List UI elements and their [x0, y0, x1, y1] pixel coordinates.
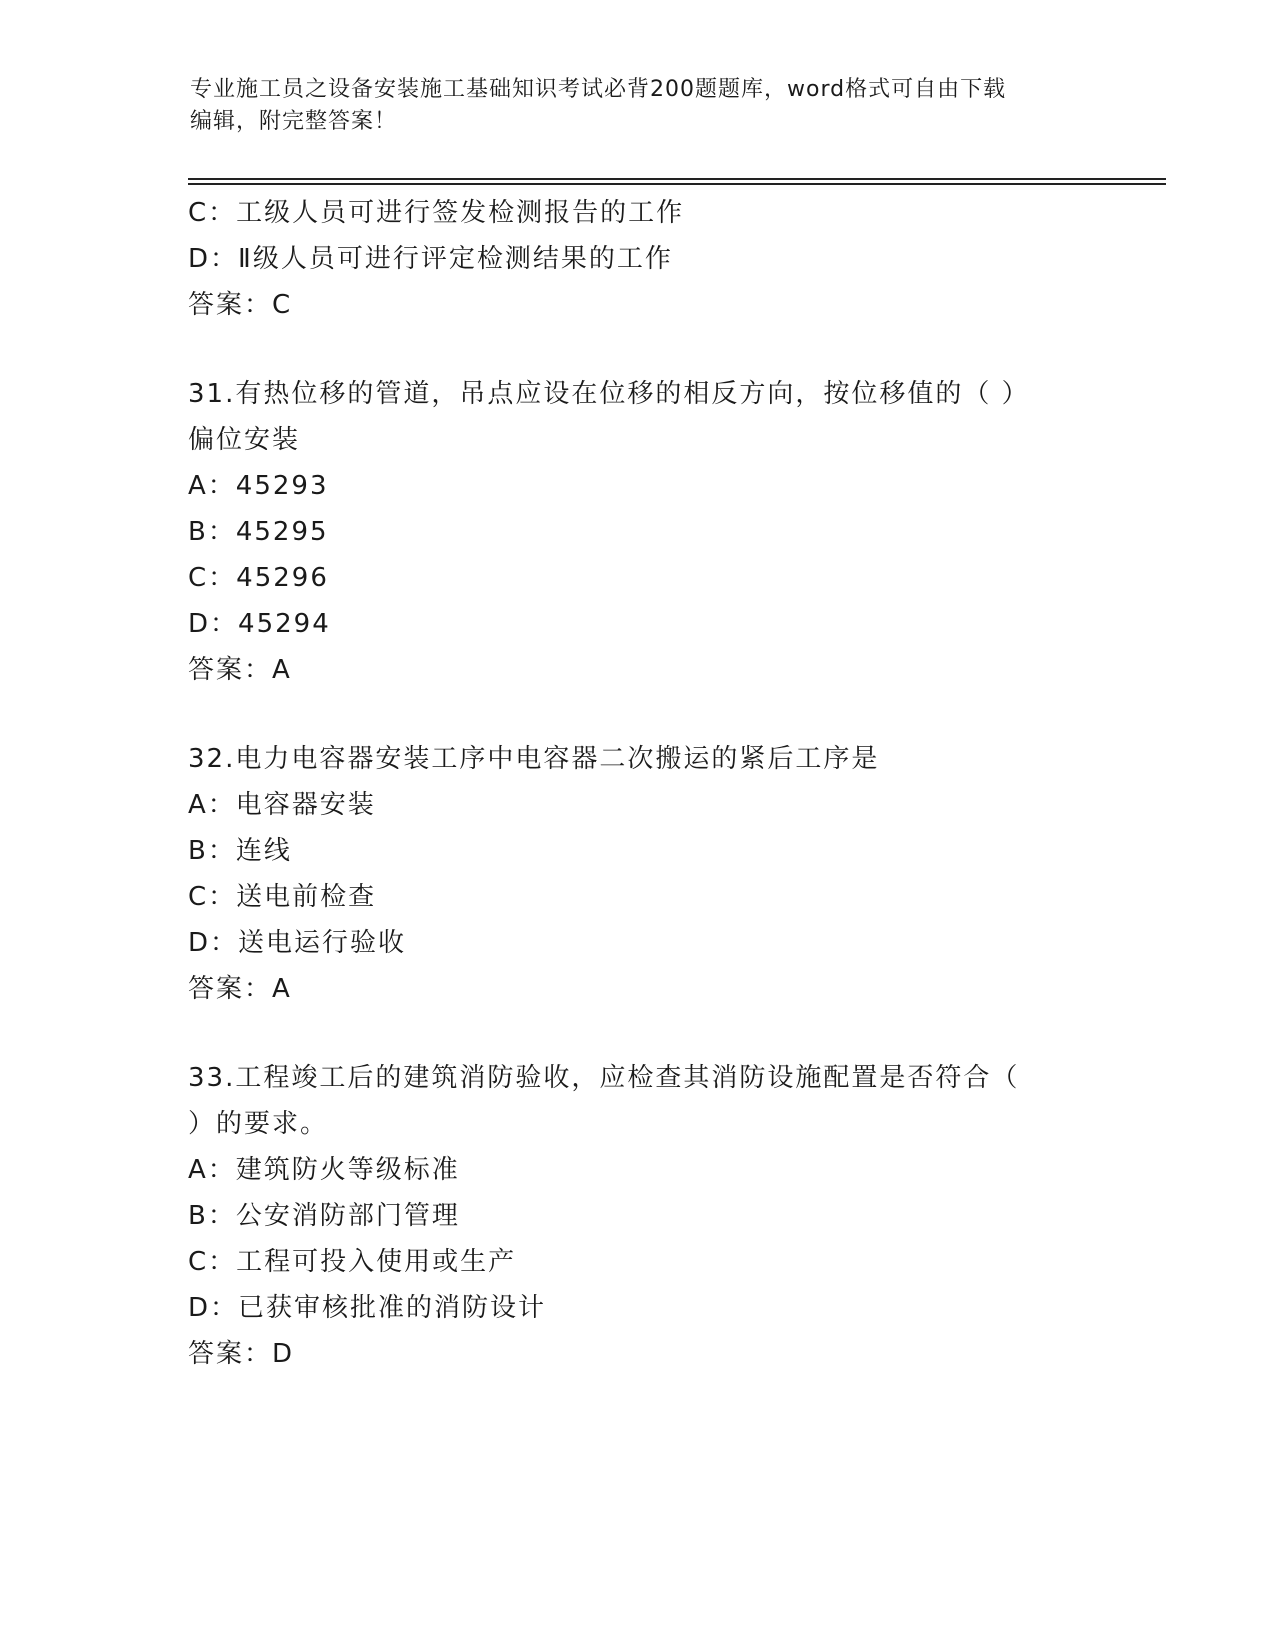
question-stem-continued: ）的要求。: [188, 1109, 329, 1139]
document-header: [190, 74, 1090, 138]
question-stem-continued: 偏位安装: [188, 425, 301, 455]
option-b: B：45295: [188, 517, 329, 547]
question-31: [188, 371, 1088, 693]
option-d: D：45294: [188, 609, 331, 639]
option-a: A：电容器安装: [188, 790, 376, 820]
option-a: A：建筑防火等级标准: [188, 1155, 460, 1185]
header-divider-top: [188, 178, 1166, 180]
option-d: D：Ⅱ级人员可进行评定检测结果的工作: [188, 244, 673, 274]
question-stem: 32.电力电容器安装工序中电容器二次搬运的紧后工序是: [188, 744, 880, 774]
question-list: [188, 190, 1088, 1377]
option-a: A：45293: [188, 471, 329, 501]
spacer: [188, 1012, 1088, 1055]
answer-line: 答案：C: [188, 290, 293, 320]
answer-line: 答案：A: [188, 655, 292, 685]
question-33: [188, 1055, 1088, 1377]
option-b: B：连线: [188, 836, 292, 866]
header-title-line-2: 编辑，附完整答案！: [190, 109, 398, 134]
question-stem: 31.有热位移的管道，吊点应设在位移的相反方向，按位移值的（ ）: [188, 379, 1030, 409]
header-divider-bottom: [188, 183, 1166, 185]
answer-line: 答案：D: [188, 1339, 295, 1369]
option-c: C：工程可投入使用或生产: [188, 1247, 517, 1277]
question-stem: 33.工程竣工后的建筑消防验收，应检查其消防设施配置是否符合（: [188, 1063, 1020, 1093]
option-c: C：45296: [188, 563, 329, 593]
header-title-line-1: 专业施工员之设备安装施工基础知识考试必背200题题库，word格式可自由下载: [190, 77, 1007, 102]
answer-line: 答案：A: [188, 974, 292, 1004]
question-partial: [188, 190, 1088, 328]
option-d: D：送电运行验收: [188, 928, 407, 958]
spacer: [188, 328, 1088, 371]
option-c: C：送电前检查: [188, 882, 377, 912]
spacer: [188, 693, 1088, 736]
question-32: [188, 736, 1088, 1012]
option-c: C：工级人员可进行签发检测报告的工作: [188, 198, 685, 228]
option-b: B：公安消防部门管理: [188, 1201, 460, 1231]
option-d: D：已获审核批准的消防设计: [188, 1293, 547, 1323]
